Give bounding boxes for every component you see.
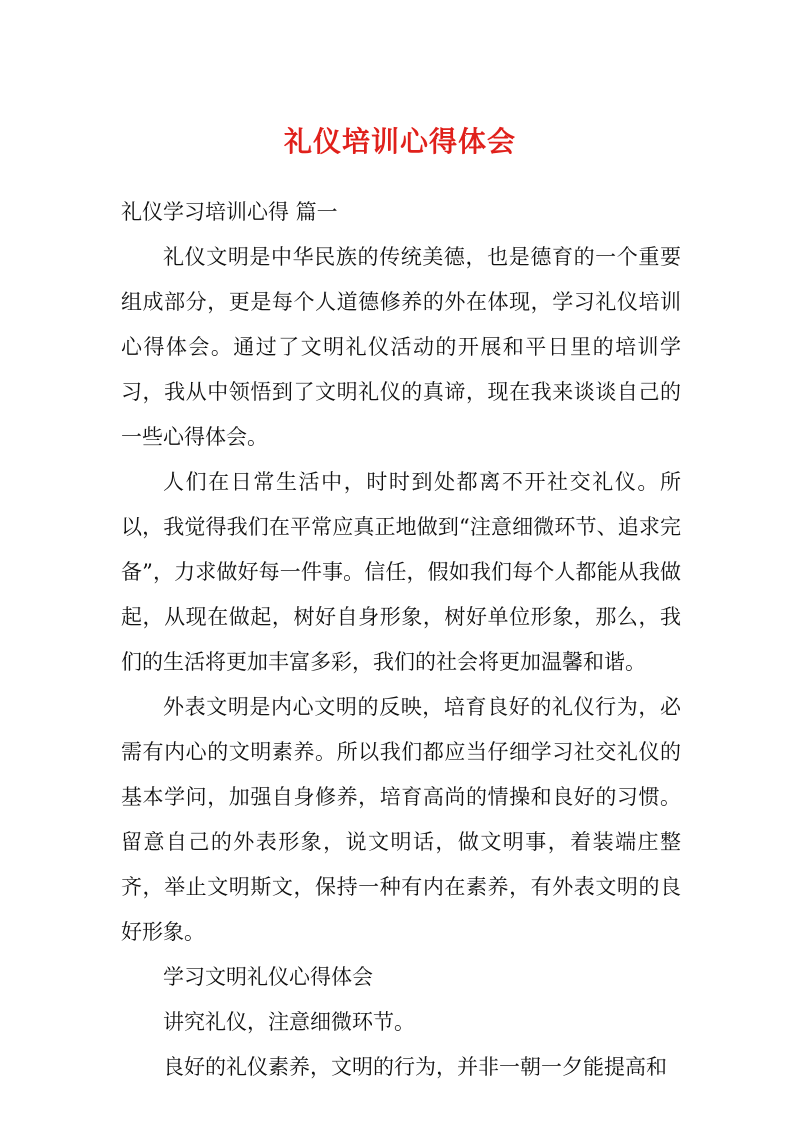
section-heading: 礼仪学习培训心得 篇一	[121, 200, 338, 224]
paragraph: 讲究礼仪，注意细微环节。	[163, 1010, 415, 1034]
paragraph: 良好的礼仪素养，文明的行为，并非一朝一夕能提高和	[163, 1055, 667, 1079]
document-title: 礼仪培训心得体会	[283, 125, 516, 158]
paragraph: 人们在日常生活中，时时到处都离不开社交礼仪。所以，我觉得我们在平常应真正地做到“注意细微环节、追求完备”，力求做好每一件事。信任，假如我们每个人都能从我做起，从现在做起，树好自身形象，树好单位形象，那么，我们的生活将更加丰富多彩，我们的社会将更加温馨和谐。	[121, 470, 681, 674]
paragraph: 外表文明是内心文明的反映，培育良好的礼仪行为，必需有内心的文明素养。所以我们都应当仔细学习社交礼仪的基本学问，加强自身修养，培育高尚的情操和良好的习惯。留意自己的外表形象，说文明话，做文明事，着装端庄整齐，举止文明斯文，保持一种有内在素养，有外表文明的良好形象。	[121, 695, 681, 944]
subheading: 学习文明礼仪心得体会	[163, 965, 373, 989]
paragraph: 礼仪文明是中华民族的传统美德，也是德育的一个重要组成部分，更是每个人道德修养的外在体现，学习礼仪培训心得体会。通过了文明礼仪活动的开展和平日里的培训学习，我从中领悟到了文明礼仪的真谛，现在我来谈谈自己的一些心得体会。	[121, 245, 681, 449]
document-body	[121, 190, 681, 1090]
